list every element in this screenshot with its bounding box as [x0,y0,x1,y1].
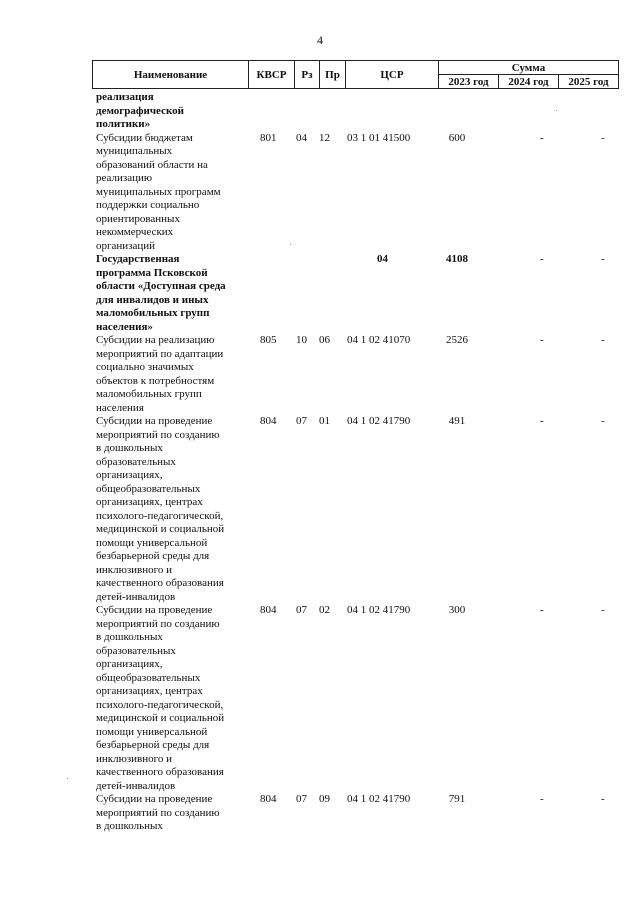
table-row [96,253,616,334]
row-name: реализация демографической политики» [96,91,184,130]
row-pr: 12 [319,131,330,144]
row-sum-2023: 2526 [446,334,468,346]
row-sum-2025: - [601,604,605,616]
header-year-2024: 2024 год [499,75,559,89]
row-sum-2023: 300 [448,604,466,616]
row-sum-2025: - [601,253,605,265]
row-pr: 06 [319,334,330,346]
header-year-2023: 2023 год [439,75,499,89]
table-row [96,793,616,834]
page-number: 4 [317,33,323,47]
header-pr: Пр [320,61,346,89]
scan-speck [67,778,68,779]
row-sum-2024: - [540,415,544,427]
row-name: Субсидии на проведение мероприятий по созданию в дошкольных образовательных организациях, общеобразовательных организациях, центрах психолого-педагогической, медицинской и социальной помощи универсальной безбарьерной среды для инклюзивного и качественного образования детей-инвалидов [96,604,225,792]
row-sum-2025: - [601,793,605,805]
row-kvsr: 804 [260,415,277,427]
row-rz: 07 [296,415,307,427]
table-row [96,415,616,604]
row-csr: 04 1 02 41790 [347,793,411,805]
table-row [96,91,616,132]
header-name: Наименование [93,61,249,89]
table-header [92,60,619,89]
header-sum: Сумма [439,61,619,75]
table-row [96,132,616,254]
row-csr: 04 1 02 41790 [347,604,411,616]
row-name: Субсидии на проведение мероприятий по созданию в дошкольных [96,793,220,832]
row-sum-2023: 4108 [446,253,468,265]
row-kvsr: 804 [260,793,277,805]
row-sum-2024: - [540,334,544,346]
row-kvsr: 805 [260,334,277,346]
row-rz: 04 [296,131,307,144]
table-body [96,91,616,834]
row-csr: 04 1 02 41070 [347,334,411,346]
row-sum-2023: 491 [448,415,466,427]
row-csr: 04 1 02 41790 [347,415,411,427]
row-name: Субсидии на проведение мероприятий по созданию в дошкольных образовательных организациях, общеобразовательных организациях, центрах психолого-педагогической, медицинской и социальной помощи универсальной безбарьерной среды для инклюзивного и качественного образования детей-инвалидов [96,415,225,603]
header-csr: ЦСР [346,61,439,89]
row-sum-2025: - [601,334,605,346]
scan-speck [290,244,291,245]
row-pr: 01 [319,415,330,427]
row-csr: 03 1 01 41500 [347,131,411,144]
row-name: Государственная программа Псковской области «Доступная среда для инвалидов и иных маломобильных групп населения» [96,253,226,333]
row-rz: 07 [296,604,307,616]
row-kvsr: 801 [260,131,277,144]
row-csr: 04 [377,253,388,265]
row-sum-2025: - [601,131,605,144]
header-year-2025: 2025 год [559,75,619,89]
row-rz: 10 [296,334,307,346]
row-sum-2023: 791 [448,793,466,805]
row-pr: 02 [319,604,330,616]
row-sum-2025: - [601,415,605,427]
row-sum-2024: - [540,793,544,805]
row-sum-2023: 600 [448,131,466,144]
header-kvsr: КВСР [249,61,295,89]
row-name: Субсидии бюджетам муниципальных образований области на реализацию муниципальных программ поддержки социально ориентированных некоммерческих организаций [96,131,221,252]
table-row [96,604,616,793]
header-rz: Рз [295,61,320,89]
table-row [96,334,616,415]
row-name: Субсидии на реализацию мероприятий по адаптации социально значимых объектов к потребностям маломобильных групп населения [96,334,224,414]
row-rz: 07 [296,793,307,805]
row-sum-2024: - [540,253,544,265]
scan-speck [556,110,557,111]
row-kvsr: 804 [260,604,277,616]
row-pr: 09 [319,793,330,805]
row-sum-2024: - [540,604,544,616]
row-sum-2024: - [540,131,544,144]
